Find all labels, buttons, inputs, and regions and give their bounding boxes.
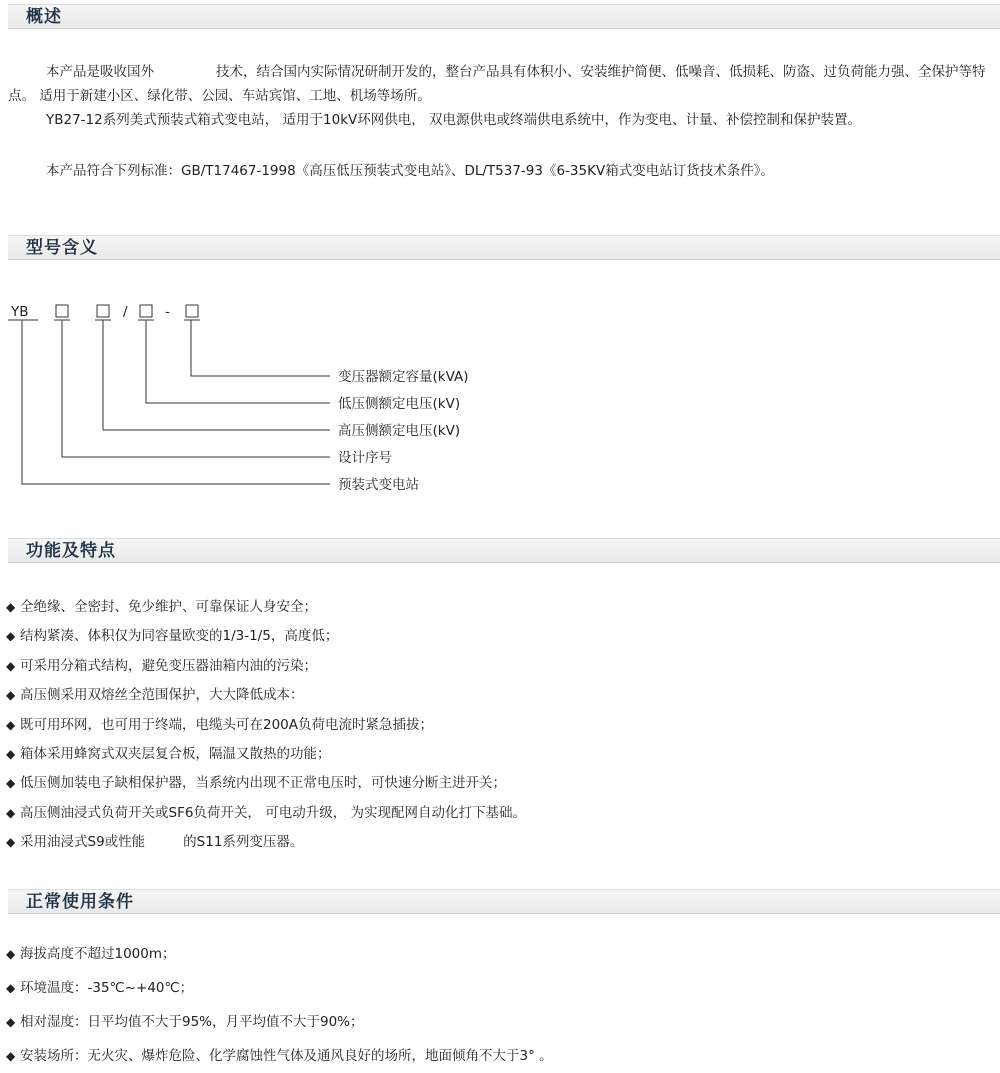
label-capacity: 变压器额定容量(kVA) <box>338 369 469 385</box>
list-item: ◆ 环境温度：-35℃~+40℃； <box>6 971 553 1005</box>
overview-paragraph-3: 本产品符合下列标准：GB/T17467-1998《高压低压预装式变电站》、DL/T537-93《6-35KV箱式变电站订货技术条件》。 <box>46 163 774 179</box>
capacity-connector <box>191 320 330 376</box>
diamond-bullet-icon: ◆ <box>6 717 16 732</box>
overview-header <box>8 4 1000 29</box>
overview-p1-part1: 本产品是吸收国外 <box>46 64 154 80</box>
diamond-bullet-icon: ◆ <box>6 805 16 820</box>
model-title: 型号含义 <box>26 238 98 258</box>
conditions-title: 正常使用条件 <box>26 892 134 912</box>
list-item: ◆ 可采用分箱式结构，避免变压器油箱内油的污染； <box>6 652 526 681</box>
label-hv-voltage: 高压侧额定电压(kV) <box>338 423 461 439</box>
diamond-bullet-icon: ◆ <box>6 981 16 995</box>
list-item: ◆ 低压侧加装电子缺相保护器，当系统内出现不正常电压时，可快速分断主进开关； <box>6 769 526 798</box>
conditions-list <box>6 937 553 1073</box>
list-item: ◆ 结构紧凑、体积仅为同容量欧变的1/3-1/5，高度低； <box>6 622 526 651</box>
list-item: ◆ 采用油浸式S9或性能 的S11系列变压器。 <box>6 828 526 857</box>
diamond-bullet-icon: ◆ <box>6 658 16 673</box>
conditions-header <box>8 889 1000 914</box>
lv-voltage-connector <box>146 320 330 403</box>
diamond-bullet-icon: ◆ <box>6 600 16 614</box>
hv-voltage-connector <box>103 320 330 430</box>
model-diagram <box>0 296 560 506</box>
overview-paragraph-2: YB27-12系列美式预装式箱式变电站， 适用于10kV环网供电， 双电源供电或终端供电系统中，作为变电、计量、补偿控制和保护装置。 <box>46 112 862 128</box>
features-header <box>8 538 1000 563</box>
diamond-bullet-icon: ◆ <box>6 746 16 761</box>
list-item: ◆ 安装场所：无火灾、爆炸危险、化学腐蚀性气体及通风良好的场所，地面倾角不大于3° 。 <box>6 1039 553 1073</box>
design-number-connector <box>62 320 330 457</box>
diamond-bullet-icon: ◆ <box>6 688 16 703</box>
list-item: ◆ 高压侧油浸式负荷开关或SF6负荷开关， 可电动升级， 为实现配网自动化打下基础。 <box>6 799 526 828</box>
list-item: ◆ 箱体采用蜂窝式双夹层复合板，隔温又散热的功能； <box>6 740 526 769</box>
overview-title: 概述 <box>26 7 62 27</box>
list-item: ◆ 海拔高度不超过1000m； <box>6 937 553 971</box>
diamond-bullet-icon: ◆ <box>6 776 16 791</box>
overview-paragraph-1 <box>8 60 998 108</box>
label-prefabricated-substation: 预装式变电站 <box>338 477 419 493</box>
list-item: ◆ 高压侧采用双熔丝全范围保护，大大降低成本： <box>6 681 526 710</box>
model-prefix: YB <box>11 304 29 320</box>
design-number-box <box>56 305 68 317</box>
diamond-bullet-icon: ◆ <box>6 947 16 961</box>
features-list <box>6 593 526 858</box>
diamond-bullet-icon: ◆ <box>6 835 16 850</box>
lv-voltage-box <box>140 305 152 317</box>
diamond-bullet-icon: ◆ <box>6 629 16 644</box>
prefix-connector <box>22 320 330 484</box>
label-design-number: 设计序号 <box>338 450 392 466</box>
label-lv-voltage: 低压侧额定电压(kV) <box>338 396 461 412</box>
diamond-bullet-icon: ◆ <box>6 1015 16 1029</box>
list-item: ◆ 既可用环网，也可用于终端，电缆头可在200A负荷电流时紧急插拔； <box>6 711 526 740</box>
overview-p1-part2: 技术，结合国内实际情况研制开发的，整台产品具有体积小、安装维护简便、低噪音、低损耗、防盗、过负荷能力强、全保护等特点。 <box>8 64 986 104</box>
list-item: ◆ 全绝缘、全密封、免少维护、可靠保证人身安全； <box>6 593 526 622</box>
overview-p1-part3: 适用于新建小区、绿化带、公园、车站宾馆、工地、机场等场所。 <box>39 88 431 104</box>
model-slash: / <box>123 304 128 320</box>
list-item: ◆ 相对湿度：日平均值不大于95%，月平均值不大于90%； <box>6 1005 553 1039</box>
hv-voltage-box <box>97 305 109 317</box>
model-header <box>8 235 1000 260</box>
diamond-bullet-icon: ◆ <box>6 1049 16 1063</box>
model-dash: - <box>165 304 170 320</box>
features-title: 功能及特点 <box>26 541 116 561</box>
capacity-box <box>186 305 198 317</box>
